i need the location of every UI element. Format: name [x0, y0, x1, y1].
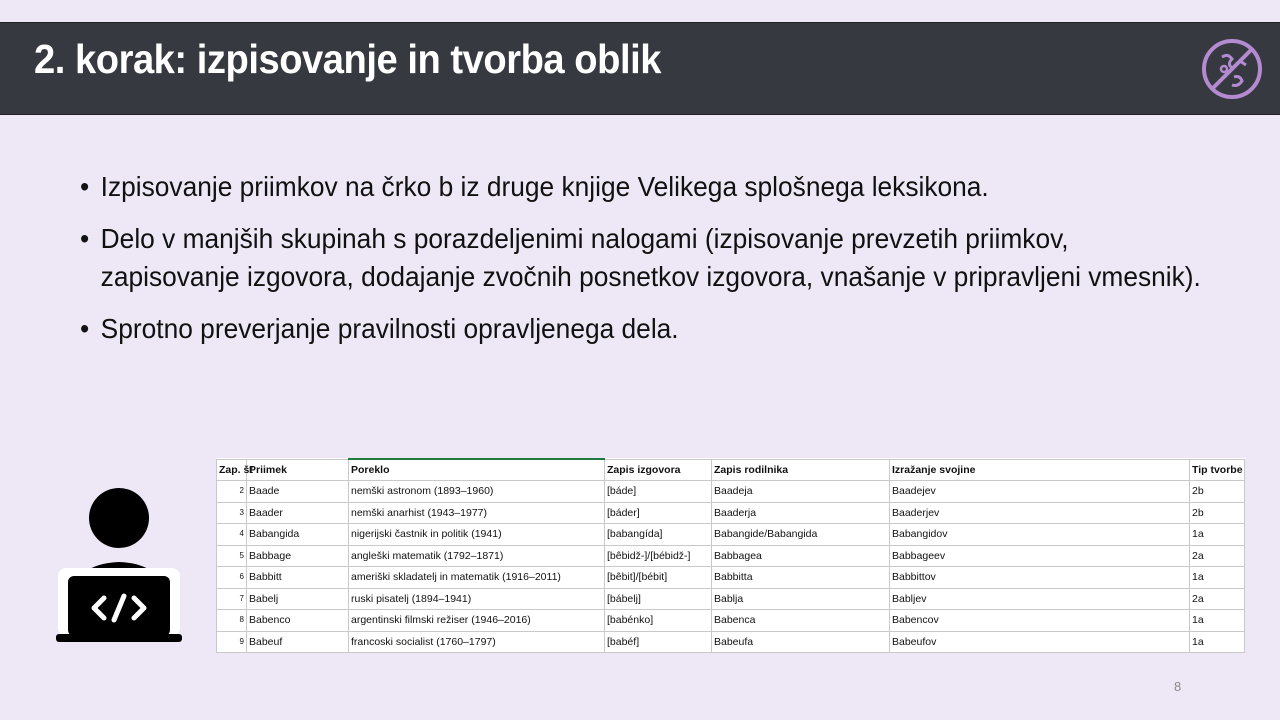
table-cell[interactable]: ameriški skladatelj in matematik (1916–2011) — [349, 567, 605, 589]
table-cell[interactable]: Babangida — [247, 524, 349, 546]
header-cell[interactable]: Tip tvorbe — [1190, 459, 1245, 481]
circular-crossed-logo-icon — [1200, 37, 1264, 101]
table-row — [217, 545, 1245, 567]
table-row — [217, 481, 1245, 503]
slide-title: 2. korak: izpisovanje in tvorba oblik — [34, 36, 661, 82]
table-cell[interactable]: Baade — [247, 481, 349, 503]
table-cell[interactable]: 3 — [217, 502, 247, 524]
table-cell[interactable]: 9 — [217, 631, 247, 653]
table-cell[interactable]: 1a — [1190, 610, 1245, 632]
table-cell[interactable]: 2b — [1190, 502, 1245, 524]
table-cell[interactable]: Babangide/Babangida — [712, 524, 890, 546]
table-cell[interactable]: [báde] — [605, 481, 712, 503]
table-cell[interactable]: [báder] — [605, 502, 712, 524]
bullet-item: • Delo v manjših skupinah s porazdeljenimi nalogami (izpisovanje prevzetih priimkov, zapisovanje izgovora, dodajanje zvočnih posnetkov izgovora, vnašanje v pripravljeni vmesnik). — [80, 220, 1210, 296]
table-cell[interactable]: nemški anarhist (1943–1977) — [349, 502, 605, 524]
table-cell[interactable]: Baadejev — [890, 481, 1190, 503]
table-cell[interactable]: Babeuf — [247, 631, 349, 653]
table-cell[interactable]: Babenca — [712, 610, 890, 632]
table-cell[interactable]: Babbageev — [890, 545, 1190, 567]
table-cell[interactable]: Babeufov — [890, 631, 1190, 653]
table-cell[interactable]: 2a — [1190, 588, 1245, 610]
table-cell[interactable]: 1a — [1190, 631, 1245, 653]
table-row — [217, 567, 1245, 589]
header-cell[interactable]: Zapis rodilnika — [712, 459, 890, 481]
bullet-item: • Sprotno preverjanje pravilnosti opravljenega dela. — [80, 310, 1210, 348]
table-cell[interactable]: argentinski filmski režiser (1946–2016) — [349, 610, 605, 632]
table-cell[interactable]: [babéf] — [605, 631, 712, 653]
table-cell[interactable]: Babangidov — [890, 524, 1190, 546]
table-cell[interactable]: 5 — [217, 545, 247, 567]
table-cell[interactable]: 2b — [1190, 481, 1245, 503]
table-cell[interactable]: 6 — [217, 567, 247, 589]
table-cell[interactable]: Babelj — [247, 588, 349, 610]
table-cell[interactable]: 1a — [1190, 567, 1245, 589]
table-cell[interactable]: francoski socialist (1760–1797) — [349, 631, 605, 653]
table-row — [217, 502, 1245, 524]
page-number: 8 — [1174, 679, 1182, 694]
table-cell[interactable]: Bablja — [712, 588, 890, 610]
table-cell[interactable]: 2a — [1190, 545, 1245, 567]
table-cell[interactable]: ruski pisatelj (1894–1941) — [349, 588, 605, 610]
person-at-laptop-code-icon — [52, 486, 186, 646]
table-cell[interactable]: [babangída] — [605, 524, 712, 546]
table-cell[interactable]: Baadeja — [712, 481, 890, 503]
table-cell[interactable]: [bábelj] — [605, 588, 712, 610]
table-cell[interactable]: Babencov — [890, 610, 1190, 632]
table-cell[interactable]: Baader — [247, 502, 349, 524]
header-cell[interactable]: Poreklo — [349, 459, 605, 481]
table-header-row — [217, 459, 1245, 481]
table-cell[interactable]: Baaderja — [712, 502, 890, 524]
table-cell[interactable]: 7 — [217, 588, 247, 610]
table-cell[interactable]: Babenco — [247, 610, 349, 632]
table-cell[interactable]: angleški matematik (1792–1871) — [349, 545, 605, 567]
header-cell[interactable]: Priimek — [247, 459, 349, 481]
table-cell[interactable]: Babbage — [247, 545, 349, 567]
table-row — [217, 631, 1245, 653]
table-cell[interactable]: [babénko] — [605, 610, 712, 632]
table-cell[interactable]: Babbagea — [712, 545, 890, 567]
table-cell[interactable]: 1a — [1190, 524, 1245, 546]
table-row — [217, 610, 1245, 632]
table-cell[interactable]: 8 — [217, 610, 247, 632]
table-cell[interactable]: 2 — [217, 481, 247, 503]
header-cell[interactable]: Zap. št — [217, 459, 247, 481]
table-cell[interactable]: Babbitta — [712, 567, 890, 589]
bullet-list — [80, 168, 1220, 362]
table-cell[interactable]: Babljev — [890, 588, 1190, 610]
header-cell[interactable]: Zapis izgovora — [605, 459, 712, 481]
table-cell[interactable]: 4 — [217, 524, 247, 546]
table-cell[interactable]: Baaderjev — [890, 502, 1190, 524]
table-cell[interactable]: [bêbit]/[bébit] — [605, 567, 712, 589]
table-row — [217, 588, 1245, 610]
table-cell[interactable]: [bêbidž-]/[bébidž-] — [605, 545, 712, 567]
bullet-item: • Izpisovanje priimkov na črko b iz druge knjige Velikega splošnega leksikona. — [80, 168, 1210, 206]
surnames-spreadsheet — [216, 458, 1245, 653]
header-cell[interactable]: Izražanje svojine — [890, 459, 1190, 481]
table-cell[interactable]: Babeufa — [712, 631, 890, 653]
table-row — [217, 524, 1245, 546]
table-cell[interactable]: nigerijski častnik in politik (1941) — [349, 524, 605, 546]
table-cell[interactable]: Babbitt — [247, 567, 349, 589]
table-cell[interactable]: nemški astronom (1893–1960) — [349, 481, 605, 503]
table-cell[interactable]: Babbittov — [890, 567, 1190, 589]
